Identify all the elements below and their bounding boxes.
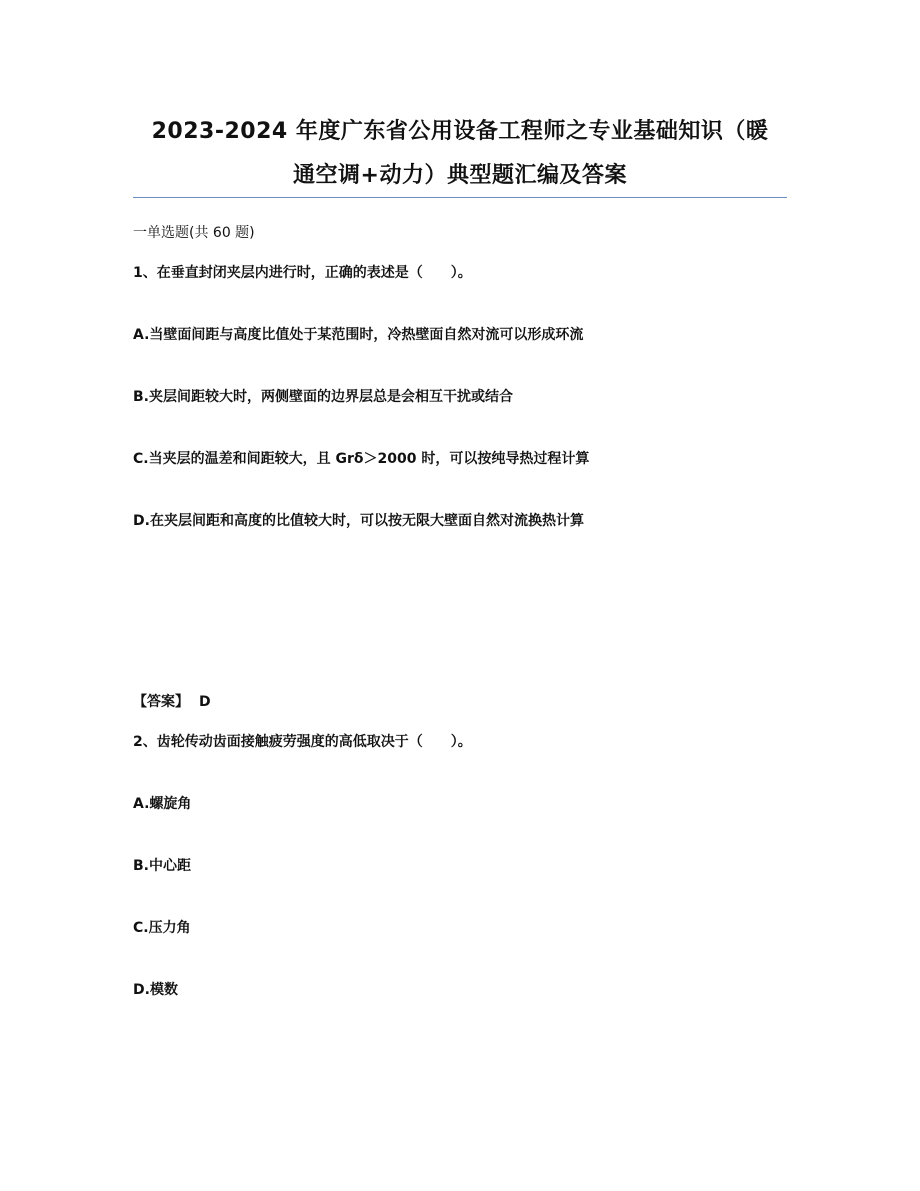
question-2-option-b: B.中心距 <box>133 858 191 874</box>
answer-label: 【答案】 <box>133 694 189 710</box>
question-1-option-c: C.当夹层的温差和间距较大，且 Grδ＞2000 时，可以按纯导热过程计算 <box>133 451 590 467</box>
answer-value: D <box>199 694 211 710</box>
title-line-1: 2023-2024 年度广东省公用设备工程师之专业基础知识（暖 <box>151 119 769 144</box>
question-2-option-a: A.螺旋角 <box>133 796 192 812</box>
section-label: 一单选题(共 60 题) <box>133 225 255 241</box>
question-1-option-d: D.在夹层间距和高度的比值较大时，可以按无限大壁面自然对流换热计算 <box>133 513 584 529</box>
question-2-option-d: D.模数 <box>133 982 178 998</box>
question-2-option-c: C.压力角 <box>133 920 191 936</box>
question-2-stem: 2、齿轮传动齿面接触疲劳强度的高低取决于（ ）。 <box>133 734 472 750</box>
document-title <box>130 110 790 198</box>
title-underline <box>133 197 787 198</box>
title-line-2: 通空调+动力）典型题汇编及答案 <box>293 163 627 188</box>
question-1-stem: 1、在垂直封闭夹层内进行时，正确的表述是（ ）。 <box>133 265 472 281</box>
question-1-option-a: A.当壁面间距与高度比值处于某范围时，冷热壁面自然对流可以形成环流 <box>133 327 584 343</box>
question-1-answer <box>133 692 211 712</box>
question-1-option-b: B.夹层间距较大时，两侧壁面的边界层总是会相互干扰或结合 <box>133 389 513 405</box>
